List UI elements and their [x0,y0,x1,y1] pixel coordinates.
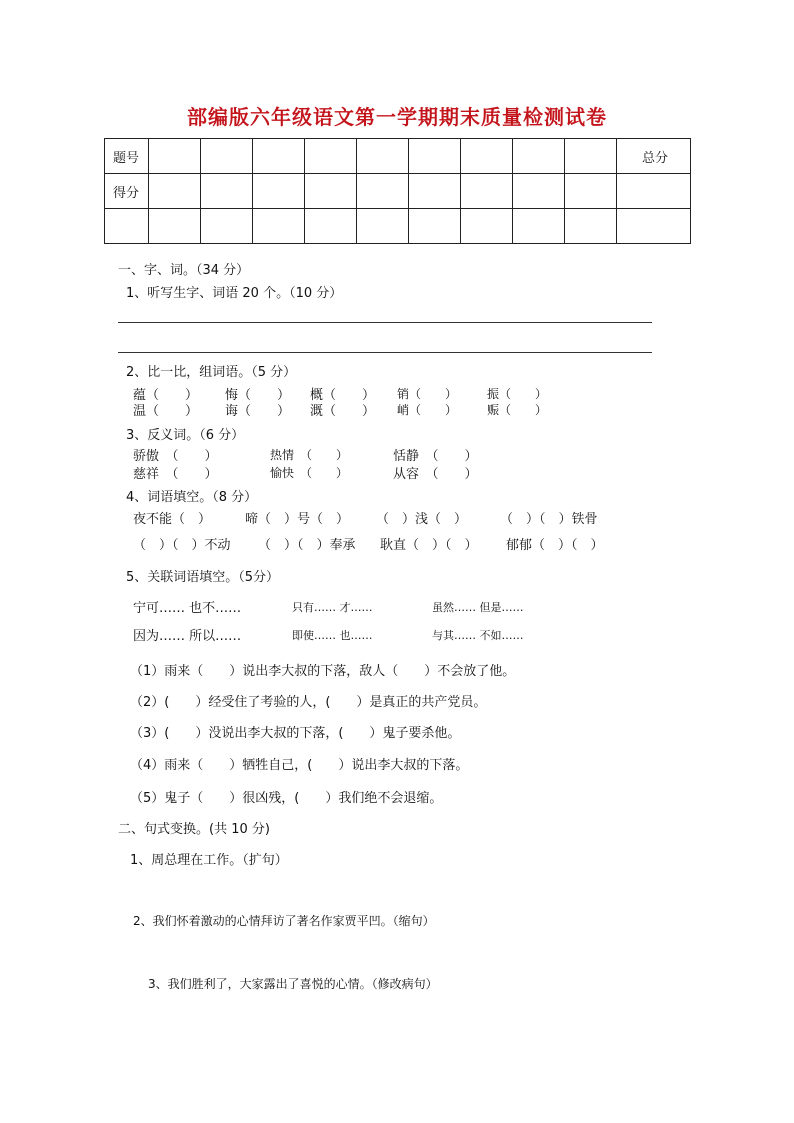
score-cell[interactable] [105,209,149,244]
score-cell[interactable] [409,139,461,174]
score-cell[interactable] [253,139,305,174]
score-cell[interactable] [513,209,565,244]
q4-item: 郁郁（ ）（ ） [506,538,604,553]
q5-pair: 虽然…… 但是…… [432,601,524,614]
score-cell[interactable] [461,209,513,244]
q4-item: 耿直（ ）（ ） [380,538,478,553]
q5-pair: 即使…… 也…… [292,629,373,642]
score-row-score [105,174,691,209]
score-cell[interactable] [461,174,513,209]
q2-heading: 2、比一比，组词语。（5 分） [126,365,297,380]
score-cell[interactable] [201,174,253,209]
score-cell[interactable] [305,174,357,209]
score-cell[interactable] [149,174,201,209]
q5-pair: 与其…… 不如…… [432,629,524,642]
q2-item: 诲（ ） [225,404,291,419]
score-cell[interactable] [513,139,565,174]
score-cell[interactable] [461,139,513,174]
q4-item: 啼（ ）号（ ） [245,512,350,527]
q5-pair: 只有…… 才…… [292,601,373,614]
score-cell[interactable] [305,139,357,174]
q5-pair: 因为…… 所以…… [133,629,242,644]
q5-sentence: （3）( ）没说出李大叔的下落，( ）鬼子要杀他。 [130,726,461,741]
q3-heading: 3、反义词。（6 分） [126,428,245,443]
q2-item: 温（ ） [133,404,199,419]
score-cell[interactable] [409,209,461,244]
score-table [104,138,691,244]
score-cell[interactable] [253,174,305,209]
q4-heading: 4、词语填空。（8 分） [126,490,258,505]
q2-item: 概（ ） [310,388,376,403]
q5-heading: 5、关联词语填空。（5分） [126,570,280,585]
q3-item: 骄傲 （ ） [133,449,218,464]
answer-line[interactable] [118,322,652,323]
q5-sentence: （1）雨来（ ）说出李大叔的下落，敌人（ ）不会放了他。 [130,664,516,679]
q3-item: 热情 （ ） [270,448,349,462]
score-cell[interactable] [253,209,305,244]
page-title: 部编版六年级语文第一学期期末质量检测试卷 [187,105,607,129]
section2-q2: 2、我们怀着激动的心情拜访了著名作家贾平凹。（缩句） [133,914,435,928]
q4-item: （ ）（ ）不动 [133,538,231,553]
score-cell[interactable] [149,139,201,174]
q2-item: 峭（ ） [397,403,458,417]
q4-item: （ ）浅（ ） [376,512,468,527]
q2-item: 销（ ） [397,387,458,401]
section2-heading: 二、句式变换。(共 10 分) [118,822,270,837]
q2-item: 振（ ） [487,387,548,401]
q4-item: （ ）（ ）奉承 [258,538,356,553]
q2-item: 蕴（ ） [133,388,199,403]
q4-item: （ ）（ ）铁骨 [500,512,598,527]
q3-item: 恬静 （ ） [393,449,478,464]
score-label: 得分 [105,174,149,209]
q3-item: 愉快 （ ） [270,466,349,480]
q5-pair: 宁可…… 也不…… [133,601,242,616]
score-cell[interactable] [617,174,691,209]
score-cell[interactable] [149,209,201,244]
score-cell[interactable] [409,174,461,209]
score-cell[interactable] [201,139,253,174]
q5-sentence: （4）雨来（ ）牺牲自己，( ）说出李大叔的下落。 [130,758,469,773]
score-cell[interactable] [617,209,691,244]
score-cell[interactable] [357,174,409,209]
q2-item: 悔（ ） [225,388,291,403]
score-row-blank [105,209,691,244]
question-number-label: 题号 [105,139,149,174]
section1-heading: 一、字、词。（34 分） [118,263,250,278]
score-cell[interactable] [565,174,617,209]
q2-item: 赈（ ） [487,403,548,417]
score-cell[interactable] [305,209,357,244]
total-label: 总分 [617,139,691,174]
q2-item: 溉（ ） [310,404,376,419]
score-cell[interactable] [357,209,409,244]
score-cell[interactable] [565,139,617,174]
score-cell[interactable] [565,209,617,244]
score-row-question-number [105,139,691,174]
score-cell[interactable] [201,209,253,244]
score-cell[interactable] [357,139,409,174]
section2-q3: 3、我们胜利了，大家露出了喜悦的心情。（修改病句） [148,977,438,991]
q3-item: 从容 （ ） [393,467,478,482]
q3-item: 慈祥 （ ） [133,467,218,482]
answer-line[interactable] [118,352,652,353]
q5-sentence: （5）鬼子（ ）很凶残，( ）我们绝不会退缩。 [130,791,443,806]
section2-q1: 1、周总理在工作。（扩句） [130,853,288,868]
q5-sentence: （2）( ）经受住了考验的人，( ）是真正的共产党员。 [130,695,487,710]
q1-dictation: 1、听写生字、词语 20 个。（10 分） [126,286,343,301]
q4-item: 夜不能（ ） [133,512,212,527]
score-cell[interactable] [513,174,565,209]
